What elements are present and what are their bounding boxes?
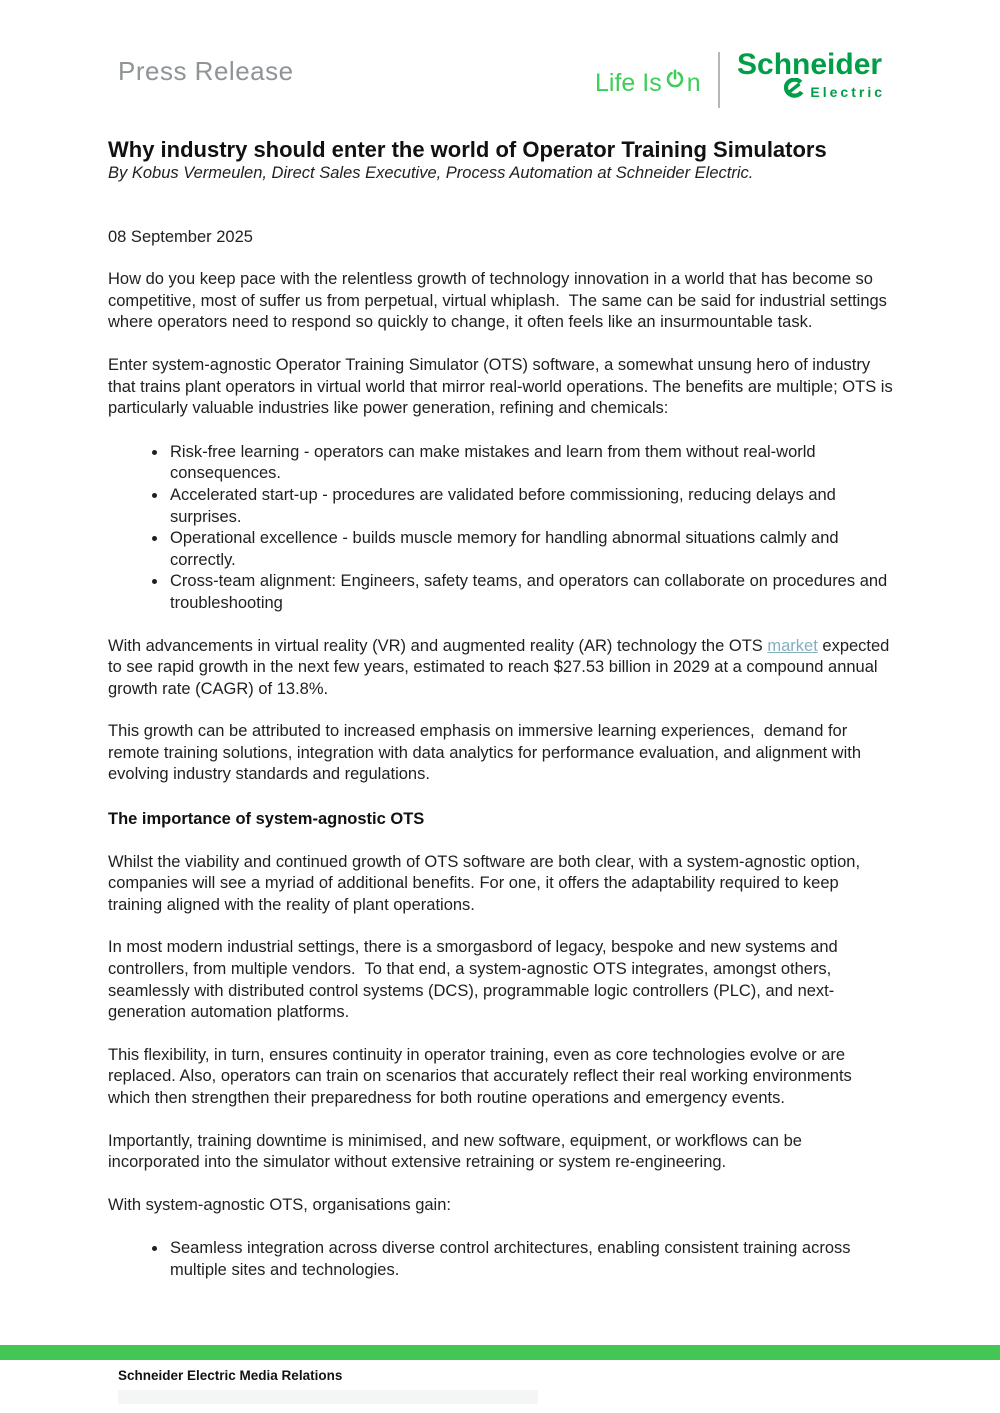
- paragraph-downtime: Importantly, training downtime is minimised, and new software, equipment, or workflows can be incorporated into the simulator without extensive retraining or system re-engineering.: [108, 1131, 802, 1172]
- section-heading-importance: The importance of system-agnostic OTS: [108, 810, 425, 829]
- electric-wordmark: Electric: [810, 83, 885, 100]
- footer-cutoff-line: [118, 1390, 538, 1404]
- footer-media-relations: Schneider Electric Media Relations: [118, 1368, 343, 1383]
- gains-bullet-list: [108, 1238, 894, 1281]
- life-is-on-text-pre: Life Is: [595, 69, 662, 97]
- paragraph-organisations-gain: With system-agnostic OTS, organisations gain:: [108, 1195, 451, 1214]
- paragraph-growth-attribution: This growth can be attributed to increased emphasis on immersive learning experiences, demand for remote training solutions, integration with data analytics for performance evaluation, and alignment with evolving industry standards and regulations.: [108, 722, 861, 784]
- ots-market-link[interactable]: market: [767, 636, 818, 655]
- paragraph-intro: How do you keep pace with the relentless growth of technology innovation in a world that has become so competitive, most of suffer us from perpetual, virtual whiplash. The same can be said for industrial settings where operators need to respond so quickly to change, it often feels like an insurmountable task.: [108, 270, 887, 332]
- benefits-bullet-list: [108, 442, 894, 615]
- article-date: 08 September 2025: [108, 227, 253, 246]
- paragraph-modern-settings: In most modern industrial settings, there is a smorgasbord of legacy, bespoke and new systems and controllers, from multiple vendors. To that end, a system-agnostic OTS integrates, amongst others, seamlessly with distributed control systems (DCS), programmable logic controllers (PLC), and next-generation automation platforms.: [108, 938, 838, 1022]
- article-body: [108, 0, 894, 1282]
- bullet-operational-excellence: • Operational excellence - builds muscle memory for handling abnormal situations calmly and correctly.: [168, 528, 894, 571]
- market-growth-post: expected to see rapid growth in the next few years, estimated to reach $27.53 billion in 2029 at a compound annual growth rate (CAGR) of 13.8%.: [108, 636, 890, 698]
- footer-green-bar: [0, 1345, 1000, 1360]
- bullet-risk-free: • Risk-free learning - operators can make mistakes and learn from them without real-world consequences.: [168, 442, 894, 485]
- bullet-seamless-integration: • Seamless integration across diverse control architectures, enabling consistent training across multiple sites and technologies.: [168, 1238, 894, 1281]
- article-byline: By Kobus Vermeulen, Direct Sales Executive, Process Automation at Schneider Electric.: [108, 164, 754, 182]
- paragraph-viability: Whilst the viability and continued growth of OTS software are both clear, with a system-agnostic option, companies will see a myriad of additional benefits. For one, it offers the adaptability required to keep training aligned with the reality of plant operations.: [108, 852, 861, 914]
- press-release-label: Press Release: [118, 56, 294, 86]
- bullet-cross-team: • Cross-team alignment: Engineers, safety teams, and operators can collaborate on procedures and troubleshooting: [168, 571, 894, 614]
- paragraph-ots-intro: Enter system-agnostic Operator Training Simulator (OTS) software, a somewhat unsung hero of industry that trains plant operators in virtual world that mirror real-world operations. The benefits are multiple; OTS is particularly valuable industries like power generation, refining and chemicals:: [108, 355, 893, 418]
- bullet-accelerated-startup: • Accelerated start-up - procedures are validated before commissioning, reducing delays and surprises.: [168, 485, 894, 528]
- market-growth-pre: With advancements in virtual reality (VR) and augmented reality (AR) technology the OTS: [108, 636, 768, 655]
- life-is-on-text-post: n: [686, 69, 701, 97]
- schneider-wordmark: Schneider: [737, 48, 883, 81]
- paragraph-market-growth: [108, 636, 894, 701]
- article-title: Why industry should enter the world of Operator Training Simulators: [108, 137, 827, 162]
- paragraph-flexibility: This flexibility, in turn, ensures continuity in operator training, even as core technologies evolve or are replaced. Also, operators can train on scenarios that accurately reflect their real working environments which then strengthen their preparedness for both routine operations and emergency events.: [108, 1045, 852, 1107]
